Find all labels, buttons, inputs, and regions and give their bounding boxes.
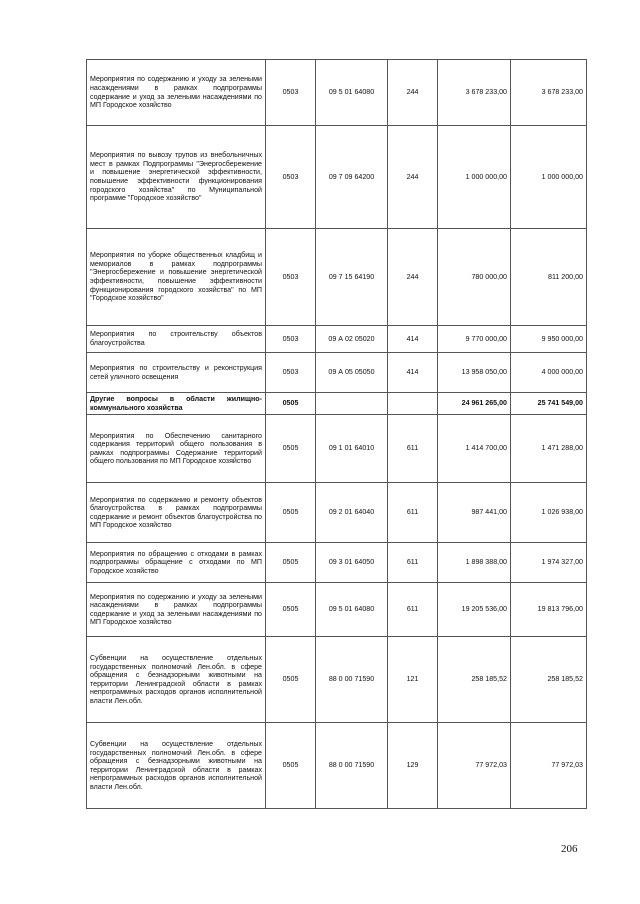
row-sum-year1: 780 000,00 bbox=[438, 229, 511, 326]
row-name: Мероприятия по Обеспечению санитарного содержания территорий общего пользования в рамках подпрограммы Содержание территорий общего пользования по МП Городское хозяйство bbox=[87, 415, 266, 483]
row-type: 244 bbox=[388, 60, 438, 126]
row-type: 414 bbox=[388, 326, 438, 353]
row-sum-year1: 24 961 265,00 bbox=[438, 393, 511, 415]
row-type: 129 bbox=[388, 723, 438, 809]
row-section: 0503 bbox=[266, 60, 316, 126]
row-sum-year1: 1 898 388,00 bbox=[438, 543, 511, 583]
row-type: 611 bbox=[388, 583, 438, 637]
table-row bbox=[87, 637, 587, 723]
row-name: Субвенции на осуществление отдельных государственных полномочий Лен.обл. в сфере обращения с безнадзорными животными на территории Ленинградской области в рамках непрограммных расходов органов исполнительной власти Лен.обл. bbox=[87, 637, 266, 723]
row-target: 09 1 01 64010 bbox=[316, 415, 388, 483]
row-name: Субвенции на осуществление отдельных государственных полномочий Лен.обл. в сфере обращения с безнадзорными животными на территории Ленинградской области в рамках непрограммных расходов органов исполнительной власти Лен.обл. bbox=[87, 723, 266, 809]
row-section: 0503 bbox=[266, 126, 316, 229]
table-row bbox=[87, 126, 587, 229]
row-name: Мероприятия по вывозу трупов из внебольничных мест в рамках Подпрограммы "Энергосбережение и повышение энергетической эффективности, повышение эффективности функционирования городского хозяйства" по Муниципальной программе "Городское хозяйство" bbox=[87, 126, 266, 229]
table-row bbox=[87, 415, 587, 483]
row-sum-year2: 811 200,00 bbox=[511, 229, 587, 326]
row-name: Мероприятия по содержанию и ремонту объектов благоустройства в рамках подпрограммы содержание и ремонт объектов благоустройства по МП Городское хозяйство bbox=[87, 483, 266, 543]
table-row bbox=[87, 583, 587, 637]
row-name: Мероприятия по содержанию и уходу за зелеными насаждениями в рамках подпрограммы содержание и уход за зелеными насаждениями по МП Городское хозяйство bbox=[87, 583, 266, 637]
table-row bbox=[87, 353, 587, 393]
row-type: 611 bbox=[388, 483, 438, 543]
row-sum-year2: 3 678 233,00 bbox=[511, 60, 587, 126]
row-name: Другие вопросы в области жилищно-коммунального хозяйства bbox=[87, 393, 266, 415]
budget-table bbox=[86, 59, 587, 809]
table-row bbox=[87, 326, 587, 353]
row-section: 0505 bbox=[266, 543, 316, 583]
row-type: 121 bbox=[388, 637, 438, 723]
row-sum-year1: 1 414 700,00 bbox=[438, 415, 511, 483]
row-type: 611 bbox=[388, 415, 438, 483]
table-row bbox=[87, 60, 587, 126]
row-type: 244 bbox=[388, 229, 438, 326]
row-section: 0505 bbox=[266, 415, 316, 483]
row-target: 88 0 00 71590 bbox=[316, 723, 388, 809]
row-sum-year1: 987 441,00 bbox=[438, 483, 511, 543]
row-sum-year2: 258 185,52 bbox=[511, 637, 587, 723]
row-sum-year2: 77 972,03 bbox=[511, 723, 587, 809]
row-sum-year1: 9 770 000,00 bbox=[438, 326, 511, 353]
row-name: Мероприятия по обращению с отходами в рамках подпрограммы обращение с отходами по МП Городское хозяйство bbox=[87, 543, 266, 583]
row-sum-year1: 19 205 536,00 bbox=[438, 583, 511, 637]
row-sum-year2: 1 026 938,00 bbox=[511, 483, 587, 543]
row-name: Мероприятия по строительству и реконструкция сетей уличного освещения bbox=[87, 353, 266, 393]
row-target: 09 5 01 64080 bbox=[316, 583, 388, 637]
row-target: 09 А 05 05050 bbox=[316, 353, 388, 393]
row-target bbox=[316, 393, 388, 415]
row-target: 88 0 00 71590 bbox=[316, 637, 388, 723]
row-section: 0505 bbox=[266, 583, 316, 637]
row-sum-year2: 1 974 327,00 bbox=[511, 543, 587, 583]
row-target: 09 3 01 64050 bbox=[316, 543, 388, 583]
row-section: 0503 bbox=[266, 353, 316, 393]
row-target: 09 7 15 64190 bbox=[316, 229, 388, 326]
table-row bbox=[87, 229, 587, 326]
table-row bbox=[87, 543, 587, 583]
row-section: 0503 bbox=[266, 326, 316, 353]
row-sum-year1: 258 185,52 bbox=[438, 637, 511, 723]
row-sum-year2: 9 950 000,00 bbox=[511, 326, 587, 353]
row-sum-year2: 1 000 000,00 bbox=[511, 126, 587, 229]
row-section: 0505 bbox=[266, 637, 316, 723]
row-target: 09 2 01 64040 bbox=[316, 483, 388, 543]
row-section: 0505 bbox=[266, 483, 316, 543]
row-name: Мероприятия по строительству объектов благоустройства bbox=[87, 326, 266, 353]
row-target: 09 5 01 64080 bbox=[316, 60, 388, 126]
row-sum-year2: 1 471 288,00 bbox=[511, 415, 587, 483]
row-type: 244 bbox=[388, 126, 438, 229]
row-section: 0505 bbox=[266, 723, 316, 809]
row-sum-year1: 1 000 000,00 bbox=[438, 126, 511, 229]
row-name: Мероприятия по уборке общественных кладбищ и мемориалов в рамках подпрограммы "Энергосбережение и повышение энергетической эффективности, повышение эффективности функционирования городского хозяйства" по МП "Городское хозяйство" bbox=[87, 229, 266, 326]
table-row-section-total bbox=[87, 393, 587, 415]
row-section: 0503 bbox=[266, 229, 316, 326]
table-row bbox=[87, 723, 587, 809]
row-name: Мероприятия по содержанию и уходу за зелеными насаждениями в рамках подпрограммы содержание и уход за зелеными насаждениями по МП Городское хозяйство bbox=[87, 60, 266, 126]
row-sum-year2: 4 000 000,00 bbox=[511, 353, 587, 393]
page-number: 206 bbox=[561, 843, 578, 855]
row-section: 0505 bbox=[266, 393, 316, 415]
row-sum-year2: 25 741 549,00 bbox=[511, 393, 587, 415]
row-sum-year2: 19 813 796,00 bbox=[511, 583, 587, 637]
row-type: 611 bbox=[388, 543, 438, 583]
row-sum-year1: 3 678 233,00 bbox=[438, 60, 511, 126]
row-target: 09 7 09 64200 bbox=[316, 126, 388, 229]
row-target: 09 А 02 05020 bbox=[316, 326, 388, 353]
table-row bbox=[87, 483, 587, 543]
row-type bbox=[388, 393, 438, 415]
row-type: 414 bbox=[388, 353, 438, 393]
row-sum-year1: 77 972,03 bbox=[438, 723, 511, 809]
row-sum-year1: 13 958 050,00 bbox=[438, 353, 511, 393]
